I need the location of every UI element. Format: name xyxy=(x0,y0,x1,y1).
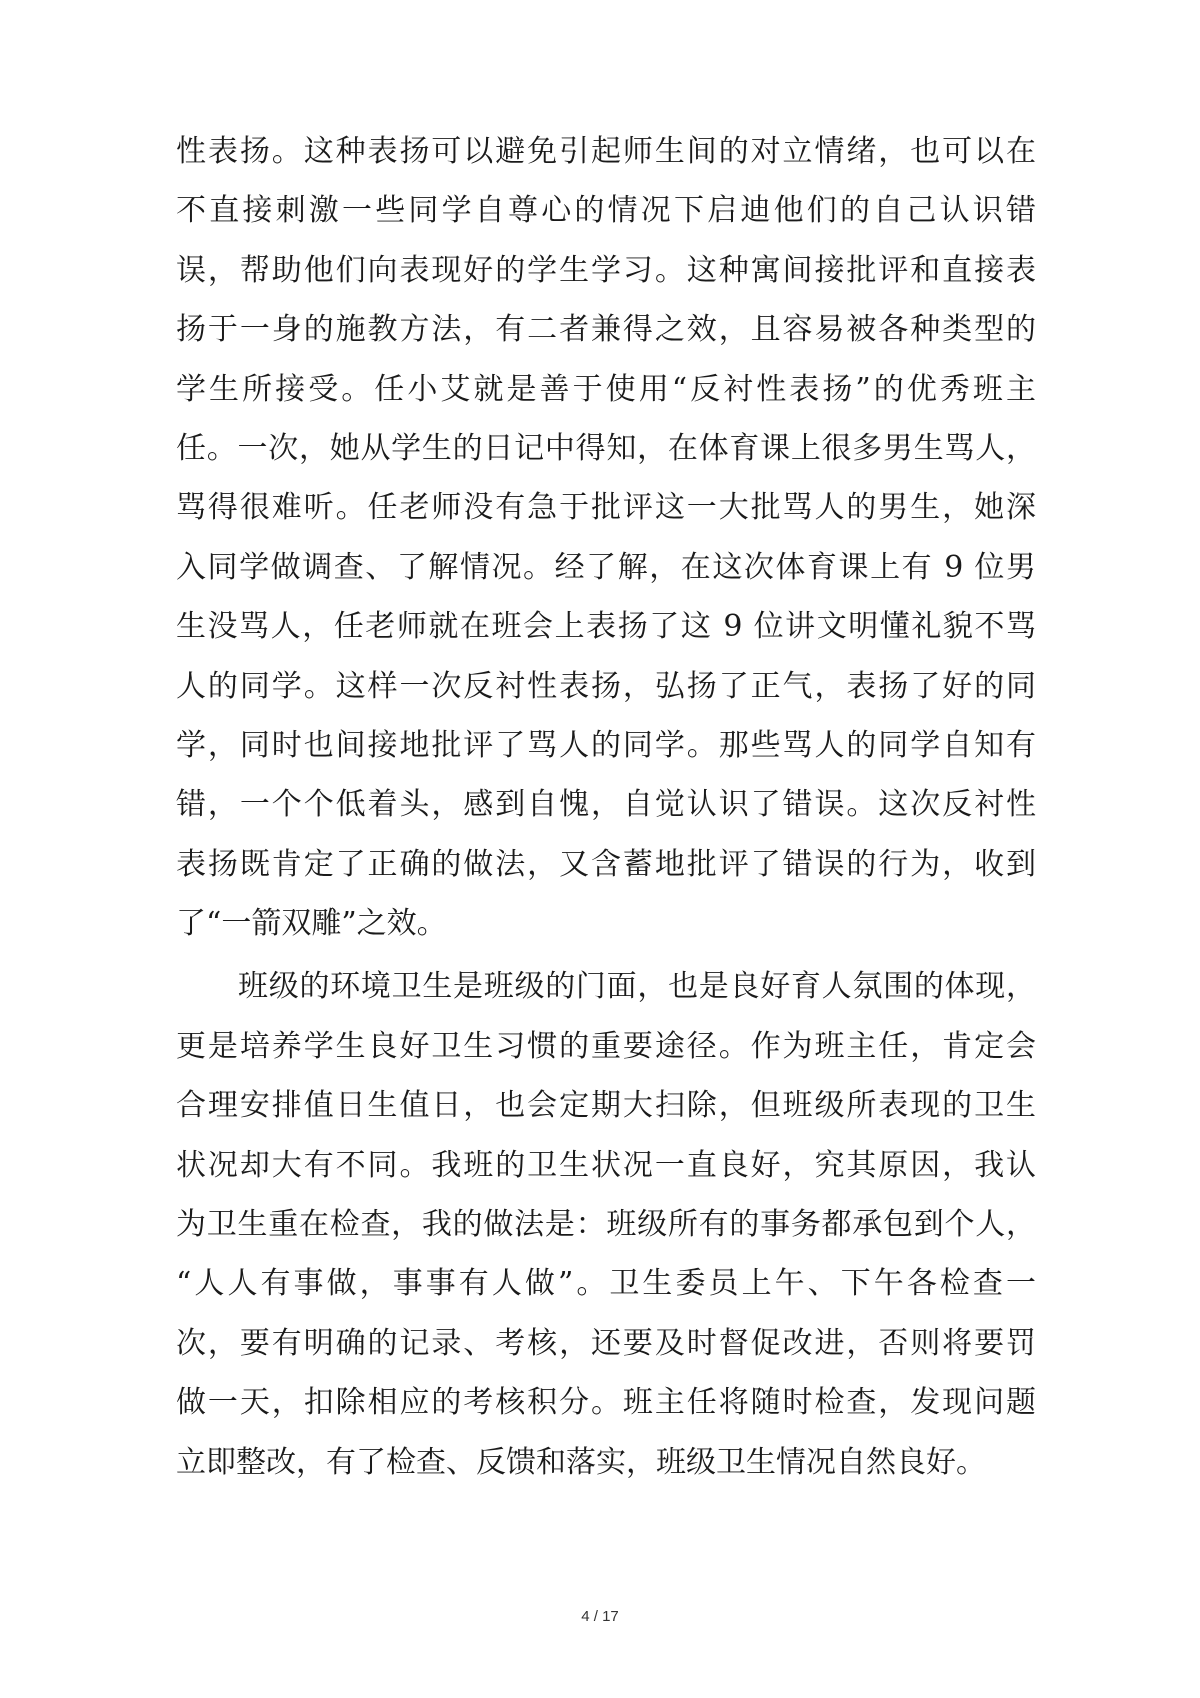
text-line: 生没骂人，任老师就在班会上表扬了这 9 位讲文明懂礼貌不骂 xyxy=(176,609,1036,645)
paragraph-praise xyxy=(176,122,1036,953)
text-line: 骂得很难听。任老师没有急于批评这一大批骂人的男生，她深 xyxy=(176,490,1036,526)
text-line: 学，同时也间接地批评了骂人的同学。那些骂人的同学自知有 xyxy=(176,727,1036,763)
page-number: 4 / 17 xyxy=(581,1608,619,1625)
text-line: 入同学做调查、了解情况。经了解，在这次体育课上有 9 位男 xyxy=(176,549,1036,585)
text-line: 扬于一身的施教方法，有二者兼得之效，且容易被各种类型的 xyxy=(176,312,1036,348)
text-line: 立即整改，有了检查、反馈和落实，班级卫生情况自然良好。 xyxy=(176,1444,986,1480)
text-line: 不直接刺激一些同学自尊心的情况下启迪他们的自己认识错 xyxy=(176,193,1036,229)
text-line: 班级的环境卫生是班级的门面，也是良好育人氛围的体现， xyxy=(238,969,1036,1005)
text-line: 误，帮助他们向表现好的学生学习。这种寓间接批评和直接表 xyxy=(176,252,1036,288)
text-line: 错，一个个低着头，感到自愧，自觉认识了错误。这次反衬性 xyxy=(176,787,1036,823)
text-line: 状况却大有不同。我班的卫生状况一直良好，究其原因，我认 xyxy=(176,1147,1036,1183)
text-line: 了“一箭双雕”之效。 xyxy=(176,906,447,942)
paragraph-hygiene xyxy=(176,957,1036,1492)
text-line: 人的同学。这样一次反衬性表扬，弘扬了正气，表扬了好的同 xyxy=(176,668,1036,704)
text-line: 性表扬。这种表扬可以避免引起师生间的对立情绪，也可以在 xyxy=(176,134,1036,169)
text-line: 学生所接受。任小艾就是善于使用“反衬性表扬”的优秀班主 xyxy=(176,371,1036,407)
text-line: “人人有事做，事事有人做”。卫生委员上午、下午各检查一 xyxy=(176,1266,1036,1302)
body-text xyxy=(176,122,1036,1492)
text-line: 次，要有明确的记录、考核，还要及时督促改进，否则将要罚 xyxy=(176,1325,1036,1361)
text-line: 做一天，扣除相应的考核积分。班主任将随时检查，发现问题 xyxy=(176,1385,1036,1421)
text-line: 为卫生重在检查，我的做法是：班级所有的事务都承包到个人， xyxy=(176,1207,1036,1243)
text-line: 更是培养学生良好卫生习惯的重要途径。作为班主任，肯定会 xyxy=(176,1028,1036,1064)
text-line: 表扬既肯定了正确的做法，又含蓄地批评了错误的行为，收到 xyxy=(176,846,1036,882)
text-line: 合理安排值日生值日，也会定期大扫除，但班级所表现的卫生 xyxy=(176,1088,1036,1124)
text-line: 任。一次，她从学生的日记中得知，在体育课上很多男生骂人， xyxy=(176,430,1036,466)
